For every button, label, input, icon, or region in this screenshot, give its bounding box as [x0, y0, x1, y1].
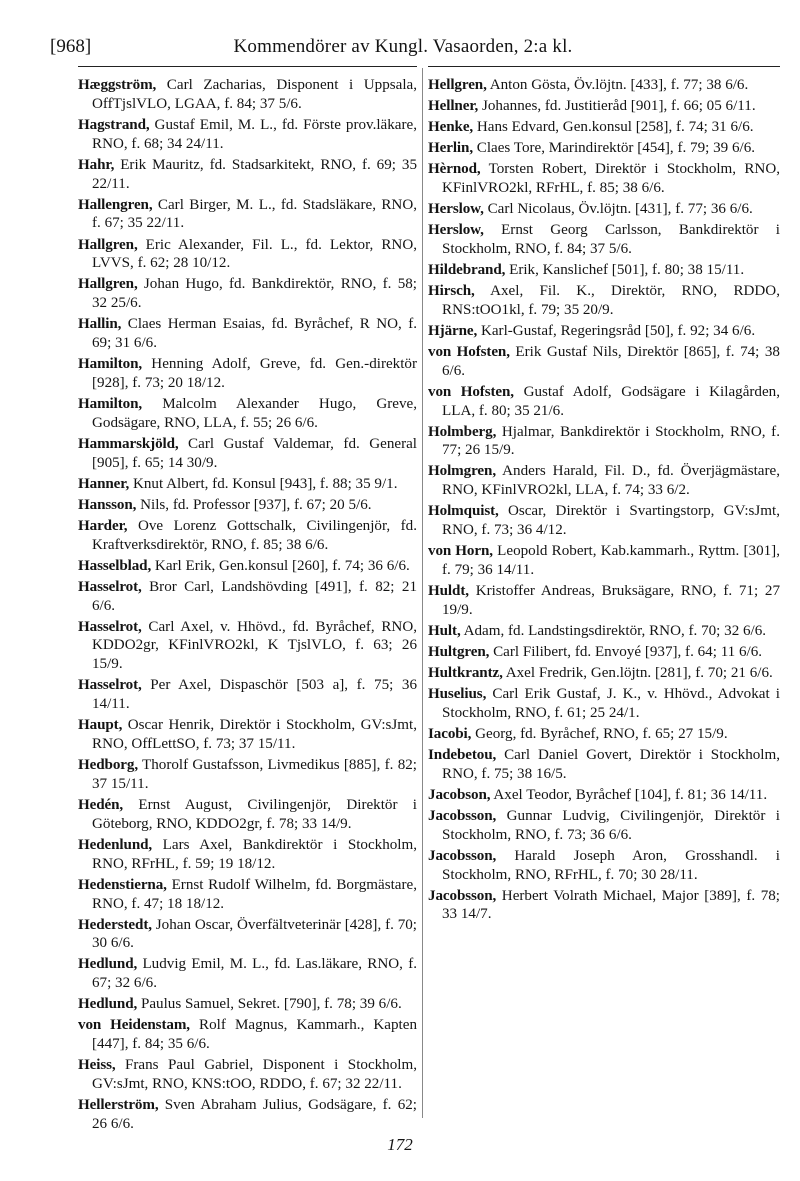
entry-details: Carl Gustaf Valdemar, fd. General [905], f. 65; 14 30/9. [92, 435, 417, 471]
entry-surname: Huselius, [428, 686, 487, 703]
entry-details: Erik Gustaf Nils, Direktör [865], f. 74; 38 6/6. [442, 343, 780, 379]
directory-entry [428, 725, 780, 744]
directory-entry [78, 578, 417, 616]
entry-details: Johan Oscar, Överfältveterinär [428], f. 70; 30 6/6. [92, 916, 417, 952]
directory-entry [78, 196, 417, 234]
entry-surname: Jacobson, [428, 786, 491, 803]
entry-details: Carl Zacharias, Disponent i Uppsala, OffTjslVLO, LGAA, f. 84; 37 5/6. [92, 77, 417, 112]
entry-details: Sven Abraham Julius, Godsägare, f. 62; 26 6/6. [92, 1097, 417, 1132]
entry-details: Ernst Georg Carlsson, Bankdirektör i Stockholm, RNO, f. 84; 37 5/6. [442, 222, 780, 257]
entry-details: Bror Carl, Landshövding [491], f. 82; 21 6/6. [92, 578, 417, 614]
entry-details: Gustaf Emil, M. L., fd. Förste prov.läkare, RNO, f. 68; 34 24/11. [92, 116, 417, 152]
directory-entry [78, 955, 417, 993]
entry-details: Axel, Fil. K., Direktör, RNO, RDDO, RNS:tOO1kl, f. 79; 35 20/9. [442, 282, 780, 318]
entry-surname: Herslow, [428, 222, 484, 239]
entry-details: Johannes, fd. Justitieråd [901], f. 66; 05 6/11. [478, 98, 756, 115]
entry-details: Herbert Volrath Michael, Major [389], f. 78; 33 14/7. [442, 887, 780, 923]
entry-details: Oscar Henrik, Direktör i Stockholm, GV:sJmt, RNO, OffLettSO, f. 73; 37 15/11. [92, 717, 417, 753]
entry-surname: Hedén, [78, 796, 124, 813]
directory-entry [78, 756, 417, 794]
directory-entry [428, 643, 780, 662]
entry-surname: Hultgren, [428, 644, 490, 660]
header-rule-right [428, 66, 780, 67]
directory-entry [78, 557, 417, 576]
entry-details: Malcolm Alexander Hugo, Greve, Godsägare, RNO, LLA, f. 55; 26 6/6. [92, 396, 417, 431]
entry-surname: Heiss, [78, 1057, 116, 1074]
directory-entry [428, 282, 780, 320]
directory-entry [428, 322, 780, 341]
entry-details: Carl Birger, M. L., fd. Stadsläkare, RNO, f. 67; 35 22/11. [92, 196, 417, 232]
entry-surname: Hult, [428, 622, 461, 639]
entry-surname: Holmquist, [428, 503, 499, 520]
directory-entry [428, 76, 780, 95]
entry-surname: Harder, [78, 517, 128, 534]
entry-surname: von Horn, [428, 543, 493, 560]
entry-details: Gustaf Adolf, Godsägare i Kilagården, LLA, f. 80; 35 21/6. [442, 383, 780, 419]
page-header [50, 36, 756, 64]
right-column [428, 76, 780, 927]
entry-details: Lars Axel, Bankdirektör i Stockholm, RNO, RFrHL, f. 59; 19 18/12. [92, 836, 417, 872]
header-rule-left [78, 66, 417, 67]
directory-entry [78, 315, 417, 353]
directory-entry [78, 76, 417, 114]
column-divider [422, 68, 423, 1118]
entry-surname: Hedlund, [78, 956, 138, 973]
entry-surname: Hultkrantz, [428, 665, 503, 682]
directory-entry [78, 355, 417, 393]
directory-entry [428, 847, 780, 885]
entry-surname: Hamilton, [78, 396, 143, 412]
entry-surname: Jacobsson, [428, 847, 497, 864]
entry-details: Henning Adolf, Greve, fd. Gen.-direktör [928], f. 73; 20 18/12. [92, 356, 417, 391]
entry-surname: Hallin, [78, 316, 122, 333]
directory-entry [428, 200, 780, 219]
entry-details: Oscar, Direktör i Svartingstorp, GV:sJmt, RNO, f. 73; 36 4/12. [442, 503, 780, 539]
directory-entry [428, 746, 780, 784]
left-column [78, 76, 417, 1136]
entry-surname: Hellner, [428, 98, 479, 115]
page-folio: 172 [387, 1135, 413, 1154]
entry-surname: Hallgren, [78, 236, 138, 253]
entry-details: Gunnar Ludvig, Civilingenjör, Direktör i Stockholm, RNO, f. 73; 36 6/6. [442, 807, 780, 843]
entry-details: Leopold Robert, Kab.kammarh., Ryttm. [301], f. 79; 36 14/11. [442, 543, 780, 579]
entry-surname: Hedlund, [78, 996, 138, 1013]
directory-entry [428, 582, 780, 620]
entry-surname: Hedenlund, [78, 836, 153, 853]
directory-entry [78, 1096, 417, 1134]
entry-details: Johan Hugo, fd. Bankdirektör, RNO, f. 58; 32 25/6. [92, 276, 417, 312]
running-title: Kommendörer av Kungl. Vasaorden, 2:a kl. [233, 36, 573, 57]
directory-entry [428, 221, 780, 259]
directory-entry [78, 275, 417, 313]
entry-surname: Hedborg, [78, 757, 138, 774]
entry-details: Carl Nicolaus, Öv.löjtn. [431], f. 77; 36 6/6. [483, 201, 753, 217]
directory-entry [428, 685, 780, 723]
entry-details: Nils, fd. Professor [937], f. 67; 20 5/6. [136, 496, 372, 513]
directory-entry [78, 618, 417, 675]
directory-entry [78, 517, 417, 555]
directory-entry [428, 462, 780, 500]
directory-entry [78, 1056, 417, 1094]
entry-surname: Hasselrot, [78, 618, 142, 635]
entry-details: Rolf Magnus, Kammarh., Kapten [447], f. 84; 35 6/6. [92, 1017, 417, 1053]
entry-surname: Herslow, [428, 201, 484, 217]
directory-entry [428, 261, 780, 280]
entry-surname: von Hofsten, [428, 383, 514, 400]
directory-entry [78, 836, 417, 874]
entry-details: Carl Axel, v. Hhövd., fd. Byråchef, RNO, KDDO2gr, KFinlVRO2kl, K TjslVLO, f. 63; 26 15/9. [92, 618, 417, 673]
entry-surname: Iacobi, [428, 725, 472, 742]
directory-entry [78, 236, 417, 274]
entry-surname: Hildebrand, [428, 261, 506, 278]
page-number: [968] [50, 36, 92, 57]
directory-entry [428, 887, 780, 925]
entry-surname: Hahr, [78, 156, 115, 173]
directory-entry [78, 995, 417, 1014]
entry-surname: Hasselrot, [78, 578, 142, 595]
entry-surname: von Heidenstam, [78, 1017, 190, 1034]
entry-details: Axel Teodor, Byråchef [104], f. 81; 36 14/11. [490, 786, 768, 803]
entry-surname: Indebetou, [428, 746, 497, 763]
entry-surname: Hansson, [78, 496, 137, 513]
directory-entry [78, 1016, 417, 1054]
directory-entry [428, 97, 780, 116]
entry-surname: Hèrnod, [428, 161, 481, 178]
directory-entry [78, 916, 417, 954]
entry-details: Hjalmar, Bankdirektör i Stockholm, RNO, f. 77; 26 15/9. [442, 423, 780, 459]
directory-entry [78, 116, 417, 154]
entry-details: Frans Paul Gabriel, Disponent i Stockholm, GV:sJmt, RNO, KNS:tOO, RDDO, f. 67; 32 22/11. [92, 1057, 417, 1093]
entry-surname: Hanner, [78, 475, 130, 492]
entry-details: Carl Daniel Govert, Direktör i Stockholm, RNO, f. 75; 38 16/5. [442, 746, 780, 782]
entry-details: Eric Alexander, Fil. L., fd. Lektor, RNO, LVVS, f. 62; 28 10/12. [92, 236, 417, 272]
entry-details: Carl Filibert, fd. Envoyé [937], f. 64; 11 6/6. [489, 644, 763, 660]
entry-details: Claes Herman Esaias, fd. Byråchef, R NO, f. 69; 31 6/6. [92, 316, 417, 352]
directory-entry [428, 664, 780, 683]
entry-details: Erik Mauritz, fd. Stadsarkitekt, RNO, f. 69; 35 22/11. [92, 156, 417, 192]
directory-entry [78, 156, 417, 194]
entry-surname: Hellerström, [78, 1097, 159, 1114]
entry-details: Knut Albert, fd. Konsul [943], f. 88; 35 9/1. [129, 475, 398, 492]
directory-entry [78, 395, 417, 433]
directory-entry [428, 786, 780, 805]
entry-details: Anton Gösta, Öv.löjtn. [433], f. 77; 38 6/6. [486, 77, 749, 93]
entry-surname: Hellgren, [428, 77, 487, 93]
entry-details: Karl Erik, Gen.konsul [260], f. 74; 36 6/6. [151, 557, 410, 574]
entry-surname: von Hofsten, [428, 343, 510, 360]
entry-details: Karl-Gustaf, Regeringsråd [50], f. 92; 34 6/6. [477, 322, 756, 339]
entry-surname: Hagstrand, [78, 116, 150, 133]
entry-details: Ove Lorenz Gottschalk, Civilingenjör, fd. Kraftverksdirektör, RNO, f. 85; 38 6/6. [92, 517, 417, 553]
entry-surname: Hallgren, [78, 276, 138, 293]
directory-entry [428, 383, 780, 421]
entry-details: Kristoffer Andreas, Bruksägare, RNO, f. 71; 27 19/9. [442, 583, 780, 618]
entry-details: Adam, fd. Landstingsdirektör, RNO, f. 70; 32 6/6. [460, 622, 767, 639]
directory-entry [78, 716, 417, 754]
entry-surname: Haupt, [78, 717, 123, 734]
directory-entry [428, 160, 780, 198]
entry-details: Axel Fredrik, Gen.löjtn. [281], f. 70; 21 6/6. [502, 665, 773, 682]
entry-surname: Hasselrot, [78, 677, 142, 694]
entry-details: Paulus Samuel, Sekret. [790], f. 78; 39 6/6. [137, 996, 402, 1013]
entry-details: Claes Tore, Marindirektör [454], f. 79; 39 6/6. [473, 140, 756, 157]
directory-entry [428, 343, 780, 381]
entry-surname: Hedenstierna, [78, 876, 167, 893]
entry-surname: Holmberg, [428, 423, 497, 440]
entry-surname: Herlin, [428, 140, 473, 157]
directory-entry [78, 435, 417, 473]
entry-details: Ludvig Emil, M. L., fd. Las.läkare, RNO, f. 67; 32 6/6. [92, 956, 417, 992]
entry-details: Anders Harald, Fil. D., fd. Överjägmästare, RNO, KFinlVRO2kl, LLA, f. 74; 33 6/2. [442, 463, 780, 499]
entry-details: Hans Edvard, Gen.konsul [258], f. 74; 31 6/6. [473, 119, 754, 136]
directory-entry [428, 502, 780, 540]
entry-surname: Hallengren, [78, 196, 153, 213]
entry-surname: Henke, [428, 119, 474, 136]
directory-entry [428, 807, 780, 845]
directory-entry [78, 876, 417, 914]
entry-details: Thorolf Gustafsson, Livmedikus [885], f. 82; 37 15/11. [92, 757, 417, 792]
entry-surname: Hæggström, [78, 77, 157, 93]
directory-entry [428, 622, 780, 641]
entry-surname: Holmgren, [428, 463, 496, 480]
entry-surname: Jacobsson, [428, 807, 497, 824]
entry-surname: Hamilton, [78, 356, 143, 373]
directory-entry [78, 676, 417, 714]
directory-entry [78, 496, 417, 515]
entry-surname: Hirsch, [428, 282, 475, 299]
entry-surname: Huldt, [428, 583, 469, 600]
entry-details: Carl Erik Gustaf, J. K., v. Hhövd., Advokat i Stockholm, RNO, f. 61; 25 24/1. [442, 686, 780, 721]
directory-entry [428, 423, 780, 461]
entry-details: Ernst Rudolf Wilhelm, fd. Borgmästare, RNO, f. 47; 18 18/12. [92, 876, 417, 912]
entry-surname: Jacobsson, [428, 887, 497, 904]
entry-details: Per Axel, Dispaschör [503 a], f. 75; 36 14/11. [92, 677, 417, 713]
entry-details: Erik, Kanslichef [501], f. 80; 38 15/11. [505, 261, 745, 278]
entry-details: Georg, fd. Byråchef, RNO, f. 65; 27 15/9. [471, 725, 728, 742]
directory-entry [428, 542, 780, 580]
directory-entry [428, 118, 780, 137]
entry-details: Ernst August, Civilingenjör, Direktör i Göteborg, RNO, KDDO2gr, f. 78; 33 14/9. [92, 796, 417, 832]
entry-surname: Hammarskjöld, [78, 435, 179, 452]
entry-details: Torsten Robert, Direktör i Stockholm, RNO, KFinlVRO2kl, RFrHL, f. 85; 38 6/6. [442, 161, 780, 196]
directory-entry [78, 796, 417, 834]
entry-details: Harald Joseph Aron, Grosshandl. i Stockholm, RNO, RFrHL, f. 70; 30 28/11. [442, 847, 780, 883]
entry-surname: Hasselblad, [78, 557, 152, 574]
directory-entry [78, 475, 417, 494]
entry-surname: Hjärne, [428, 322, 478, 339]
directory-entry [428, 139, 780, 158]
entry-surname: Hederstedt, [78, 916, 152, 933]
